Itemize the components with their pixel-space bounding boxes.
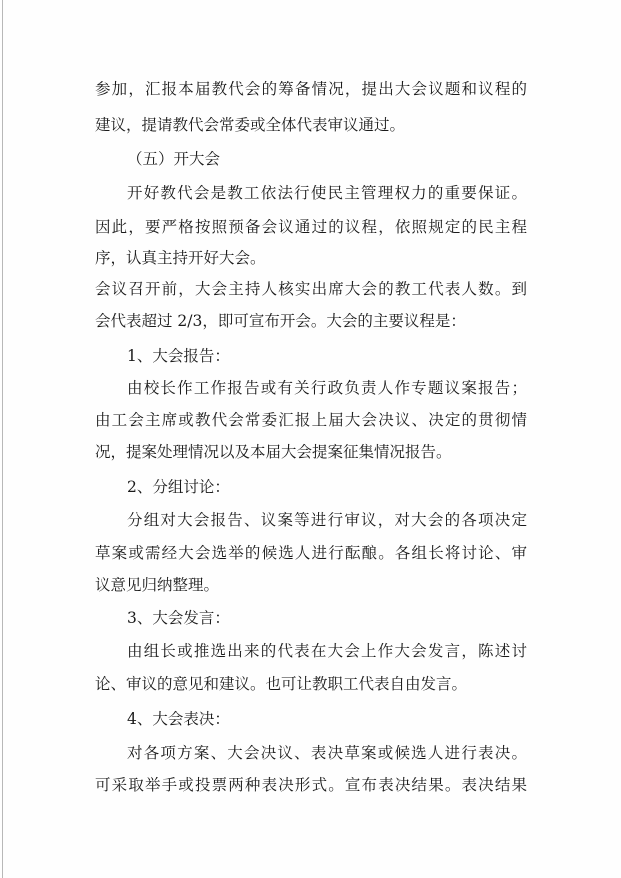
text-line: 因此，要严格按照预备会议通过的议程，依照规定的民主程: [95, 218, 527, 236]
list-heading: 4、大会表决：: [127, 710, 230, 728]
list-heading: 3、大会发言：: [127, 609, 230, 627]
text-line: 会议召开前，大会主持人核实出席大会的教工代表人数。到: [95, 280, 527, 298]
text-line: 建议，提请教代会常委或全体代表审议通过。: [95, 116, 406, 134]
text-line: 论、审议的意见和建议。也可让教职工代表自由发言。: [95, 675, 468, 693]
list-heading: 1、大会报告：: [127, 347, 230, 365]
text-line: 对各项方案、大会决议、表决草案或候选人进行表决。: [127, 744, 527, 762]
section-heading: （五）开大会: [127, 150, 221, 168]
text-line: 序，认真主持开好大会。: [95, 249, 266, 267]
text-line: 由工会主席或教代会常委汇报上届大会决议、决定的贯彻情: [95, 411, 527, 429]
text-line: 可采取举手或投票两种表决形式。宣布表决结果。表决结果: [95, 776, 527, 794]
text-line: 议意见归纳整理。: [95, 576, 220, 594]
page-edge: [2, 0, 3, 878]
text-line: 况，提案处理情况以及本届大会提案征集情况报告。: [95, 443, 452, 461]
text-line: 由组长或推选出来的代表在大会上作大会发言，陈述讨: [127, 642, 527, 660]
text-line: 参加，汇报本届教代会的筹备情况，提出大会议题和议程的: [95, 80, 527, 98]
text-line: 会代表超过 2/3，即可宣布开会。大会的主要议程是：: [95, 312, 466, 330]
text-line: 分组对大会报告、议案等进行审议，对大会的各项决定: [127, 511, 527, 529]
text-line: 草案或需经大会选举的候选人进行酝酿。各组长将讨论、审: [95, 544, 527, 562]
text-line: 由校长作工作报告或有关行政负责人作专题议案报告；: [127, 379, 527, 397]
list-heading: 2、分组讨论：: [127, 478, 230, 496]
text-line: 开好教代会是教工依法行使民主管理权力的重要保证。: [127, 184, 527, 202]
